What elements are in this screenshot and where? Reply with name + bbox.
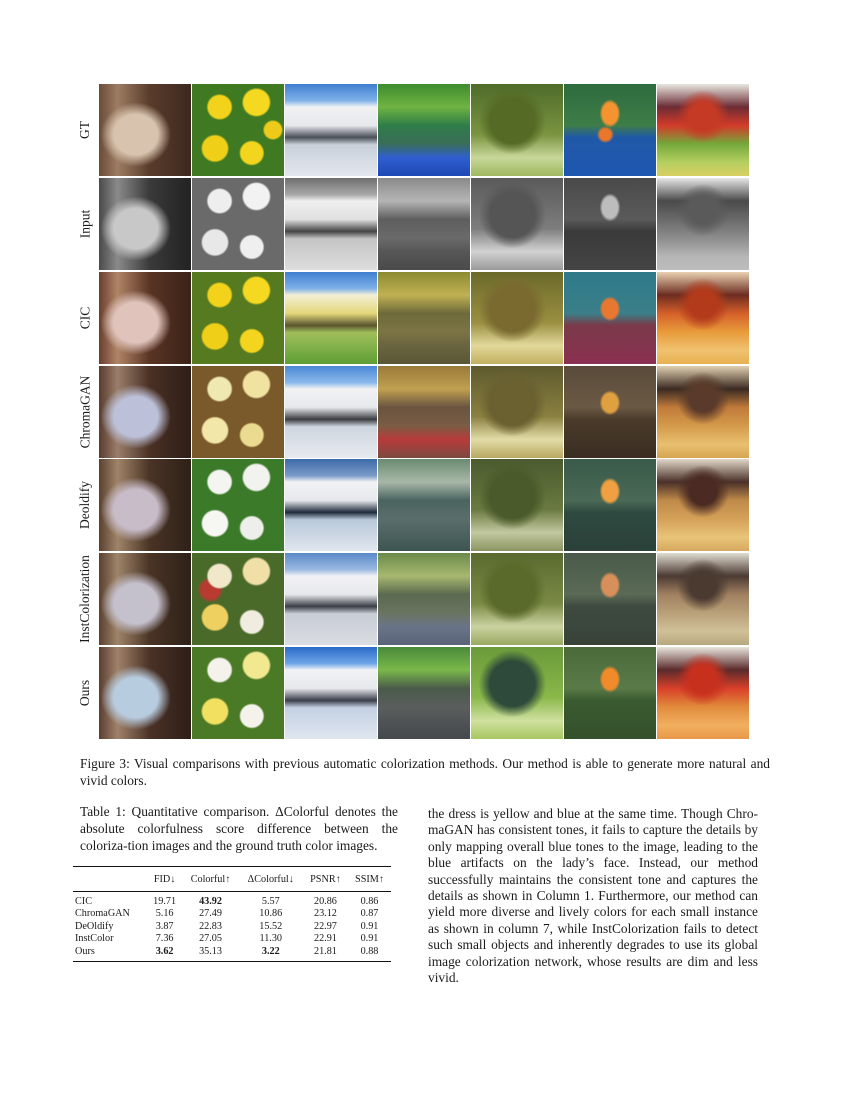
figure-row-instcolorization xyxy=(99,553,751,645)
table-caption: Table 1: Quantitative comparison. ΔColorful denotes the absolute colorfulness score difference between the coloriza-tion images and the ground truth color images. xyxy=(80,804,398,853)
image-deoldify-broccoli xyxy=(471,459,563,551)
image-input-lady xyxy=(99,178,191,270)
image-input-fruit xyxy=(657,178,749,270)
image-gt-fruit xyxy=(657,84,749,176)
cell-psnr: 22.97 xyxy=(313,920,337,932)
cell-colorful: 22.83 xyxy=(199,920,222,932)
row-label-instcolorization: InstColorization xyxy=(77,555,92,643)
cell-fid: 19.71 xyxy=(153,895,177,907)
cell-method: InstColor xyxy=(75,933,114,944)
image-gt-broccoli xyxy=(471,84,563,176)
image-input-broccoli xyxy=(471,178,563,270)
cell-delta-colorful: 10.86 xyxy=(259,908,283,919)
figure-row-gt xyxy=(99,84,751,176)
image-chromagan-flowers xyxy=(192,366,284,458)
image-deoldify-lady xyxy=(99,459,191,551)
row-label-cic: CIC xyxy=(76,306,92,330)
image-deoldify-mountain xyxy=(285,459,377,551)
image-instcolorization-lady xyxy=(99,553,191,645)
image-input-mountain xyxy=(285,178,377,270)
image-cic-goldfish xyxy=(564,272,656,364)
image-ours-flowers xyxy=(192,647,284,739)
image-deoldify-goldfish xyxy=(564,459,656,551)
figure-row-ours xyxy=(99,647,751,739)
image-instcolorization-fruit xyxy=(657,553,749,645)
image-chromagan-lake xyxy=(378,366,470,458)
cell-fid: 5.16 xyxy=(155,908,174,919)
image-input-flowers xyxy=(192,178,284,270)
cell-ssim: 0.87 xyxy=(360,908,379,919)
image-cic-broccoli xyxy=(471,272,563,364)
image-instcolorization-goldfish xyxy=(564,553,656,645)
figure-row-deoldify xyxy=(99,459,751,551)
figure-row-input xyxy=(99,178,751,270)
cell-fid: 7.36 xyxy=(155,933,174,944)
image-input-lake xyxy=(378,178,470,270)
body-paragraph: the dress is yellow and blue at the same time. Though Chro-maGAN has consistent tones, it fails to capture the details by only mapping overall blue tones to the image, leading to the blue artifacts on the lady’s face. Instead, our method successfully maintains the consistent tone and captures the details as shown in Column 1. Furthermore, our method can yield more diverse and lively colors for each small instance as shown in column 7, while InstColorization fails to detect such small objects and inherently degrades to use its global image colorization network, whose results are dim and less vivid. xyxy=(428,806,758,986)
image-chromagan-fruit xyxy=(657,366,749,458)
image-cic-lady xyxy=(99,272,191,364)
image-ours-mountain xyxy=(285,647,377,739)
row-label-ours: Ours xyxy=(77,679,92,707)
cell-colorful: 43.92 xyxy=(199,895,222,907)
cell-ssim: 0.88 xyxy=(348,946,391,962)
cell-method: ChromaGAN xyxy=(75,908,130,919)
image-ours-lady xyxy=(99,647,191,739)
image-gt-lady xyxy=(99,84,191,176)
image-cic-lake xyxy=(378,272,470,364)
image-instcolorization-flowers xyxy=(192,553,284,645)
cell-method: CIC xyxy=(75,895,92,907)
image-gt-goldfish xyxy=(564,84,656,176)
image-deoldify-fruit xyxy=(657,459,749,551)
row-label-chromagan: ChromaGAN xyxy=(77,375,92,449)
figure-caption: Figure 3: Visual comparisons with previous automatic colorization methods. Our method is able to generate more natural and vivid colors. xyxy=(80,756,770,788)
header-fid: FID↓ xyxy=(147,867,183,892)
image-instcolorization-lake xyxy=(378,553,470,645)
table-row xyxy=(73,946,391,962)
cell-delta-colorful: 3.22 xyxy=(239,946,303,962)
comparison-figure-grid xyxy=(99,84,751,739)
image-deoldify-lake xyxy=(378,459,470,551)
figure-row-chromagan xyxy=(99,366,751,458)
header-psnr: PSNR↑ xyxy=(303,867,348,892)
image-gt-lake xyxy=(378,84,470,176)
cell-method: DeOldify xyxy=(75,920,114,932)
table-row xyxy=(73,908,391,921)
cell-ssim: 0.91 xyxy=(360,920,379,932)
image-cic-fruit xyxy=(657,272,749,364)
image-chromagan-mountain xyxy=(285,366,377,458)
cell-psnr: 20.86 xyxy=(313,895,337,907)
image-chromagan-broccoli xyxy=(471,366,563,458)
image-chromagan-goldfish xyxy=(564,366,656,458)
row-label-deoldify: Deoldify xyxy=(77,481,92,529)
header-colorful: Colorful↑ xyxy=(182,867,238,892)
image-ours-goldfish xyxy=(564,647,656,739)
image-ours-broccoli xyxy=(471,647,563,739)
cell-psnr: 23.12 xyxy=(313,908,337,919)
image-instcolorization-mountain xyxy=(285,553,377,645)
image-cic-mountain xyxy=(285,272,377,364)
table-header-row xyxy=(73,867,391,892)
table-row xyxy=(73,891,391,908)
image-ours-lake xyxy=(378,647,470,739)
cell-ssim: 0.91 xyxy=(360,933,379,944)
cell-psnr: 22.91 xyxy=(313,933,337,944)
image-ours-fruit xyxy=(657,647,749,739)
header-ssim: SSIM↑ xyxy=(348,867,391,892)
cell-ssim: 0.86 xyxy=(360,895,379,907)
cell-fid: 3.87 xyxy=(155,920,174,932)
header-delta-colorful: ΔColorful↓ xyxy=(239,867,303,892)
image-input-goldfish xyxy=(564,178,656,270)
image-instcolorization-broccoli xyxy=(471,553,563,645)
cell-delta-colorful: 5.57 xyxy=(261,895,280,907)
image-deoldify-flowers xyxy=(192,459,284,551)
image-chromagan-lady xyxy=(99,366,191,458)
cell-colorful: 35.13 xyxy=(182,946,238,962)
image-gt-flowers xyxy=(192,84,284,176)
image-cic-flowers xyxy=(192,272,284,364)
results-table xyxy=(73,866,391,962)
table-row xyxy=(73,921,391,934)
table-row xyxy=(73,933,391,946)
cell-colorful: 27.49 xyxy=(199,908,222,919)
cell-method: Ours xyxy=(73,946,147,962)
row-label-gt: GT xyxy=(77,121,92,139)
cell-delta-colorful: 15.52 xyxy=(259,920,283,932)
header-method xyxy=(73,867,147,892)
image-gt-mountain xyxy=(285,84,377,176)
figure-row-cic xyxy=(99,272,751,364)
cell-fid: 3.62 xyxy=(147,946,183,962)
row-label-input: Input xyxy=(77,209,92,239)
cell-psnr: 21.81 xyxy=(303,946,348,962)
cell-colorful: 27.05 xyxy=(199,933,222,944)
cell-delta-colorful: 11.30 xyxy=(259,933,283,944)
